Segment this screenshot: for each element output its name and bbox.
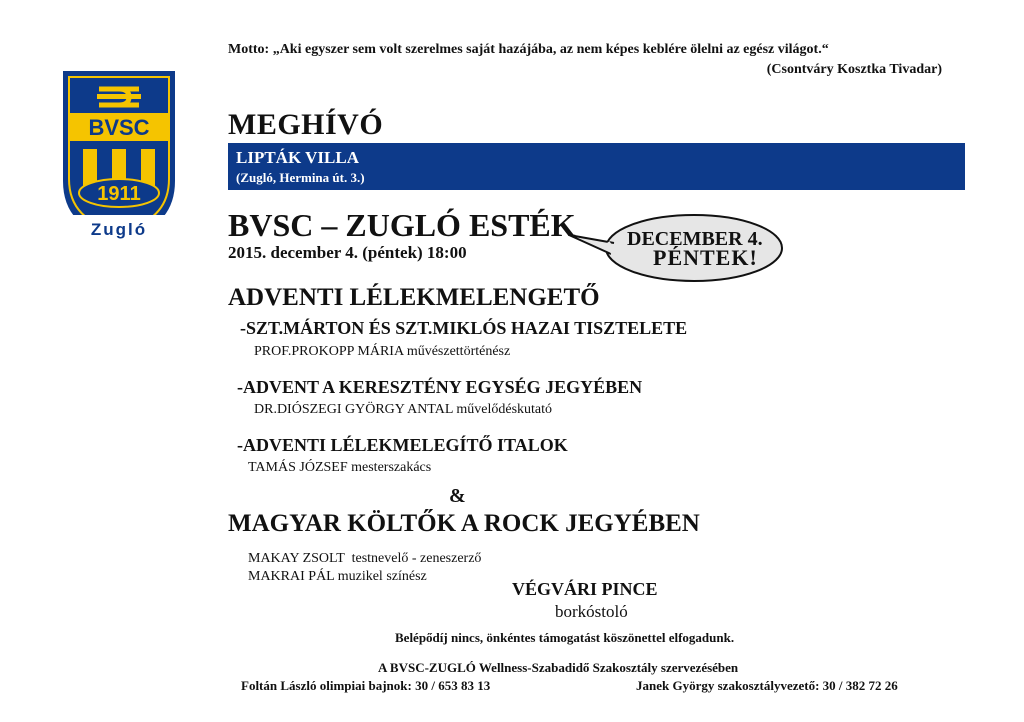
presenter-role: mesterszakács — [351, 460, 432, 475]
program-item-title: -SZT.MÁRTON ÉS SZT.MIKLÓS HAZAI TISZTELETE — [240, 318, 688, 338]
performer-name: MAKAY ZSOLT — [248, 551, 345, 566]
program-item-title: -ADVENT A KERESZTÉNY EGYSÉG JEGYÉBEN — [237, 377, 643, 397]
contact-right: Janek György szakosztályvezető: 30 / 382 72 26 — [636, 678, 898, 693]
program-item-presenter — [254, 344, 510, 360]
logo-location: Zugló — [90, 220, 148, 239]
performer-role: testnevelő - zeneszerző — [351, 551, 482, 566]
section1-heading: ADVENTI LÉLEKMELENGETŐ — [228, 284, 600, 311]
presenter-name: DR.DIÓSZEGI GYÖRGY ANTAL — [254, 402, 453, 417]
cellar-name: VÉGVÁRI PINCE — [512, 579, 658, 599]
presenter-name: TAMÁS JÓZSEF — [248, 460, 348, 475]
program-item-title: -ADVENTI LÉLEKMELEGÍTŐ ITALOK — [237, 435, 568, 455]
performer — [248, 569, 427, 585]
presenter-name: PROF.PROKOPP MÁRIA — [254, 344, 404, 359]
callout-date: DECEMBER 4. — [627, 228, 763, 250]
logo-year: 1911 — [97, 183, 141, 205]
presenter-role: művészettörténész — [406, 344, 511, 359]
callout-day: PÉNTEK! — [653, 245, 758, 270]
logo-text: BVSC — [88, 115, 150, 140]
organizer-note: A BVSC-ZUGLÓ Wellness-Szabadidő Szakosztály szervezésében — [378, 660, 739, 675]
performer-name: MAKRAI PÁL — [248, 569, 335, 584]
program-item-presenter — [248, 460, 431, 476]
venue-address: (Zugló, Hermina út. 3.) — [236, 170, 365, 185]
venue-name: LIPTÁK VILLA — [236, 148, 359, 167]
event-name: BVSC – ZUGLÓ ESTÉK — [228, 207, 576, 243]
section2-heading: MAGYAR KÖLTŐK A ROCK JEGYÉBEN — [228, 510, 700, 537]
cellar-desc: borkóstoló — [555, 602, 628, 621]
performer — [248, 551, 481, 567]
contact-left: Foltán László olimpiai bajnok: 30 / 653 83 13 — [241, 678, 491, 693]
bvsc-logo — [61, 69, 177, 245]
presenter-role: művelődéskutató — [456, 402, 553, 417]
performer-role: muzikel színész — [337, 569, 427, 584]
program-item-presenter — [254, 402, 552, 418]
motto-quote: Motto: „Aki egyszer sem volt szerelmes saját hazájába, az nem képes keblére ölelni az egész világot.“ — [228, 42, 829, 57]
ampersand: & — [449, 485, 466, 507]
page-title: MEGHÍVÓ — [228, 108, 384, 141]
motto-author: (Csontváry Kosztka Tivadar) — [766, 62, 942, 77]
fee-note: Belépődíj nincs, önkéntes támogatást köszönettel elfogadunk. — [395, 630, 735, 645]
event-datetime: 2015. december 4. (péntek) 18:00 — [228, 243, 467, 262]
